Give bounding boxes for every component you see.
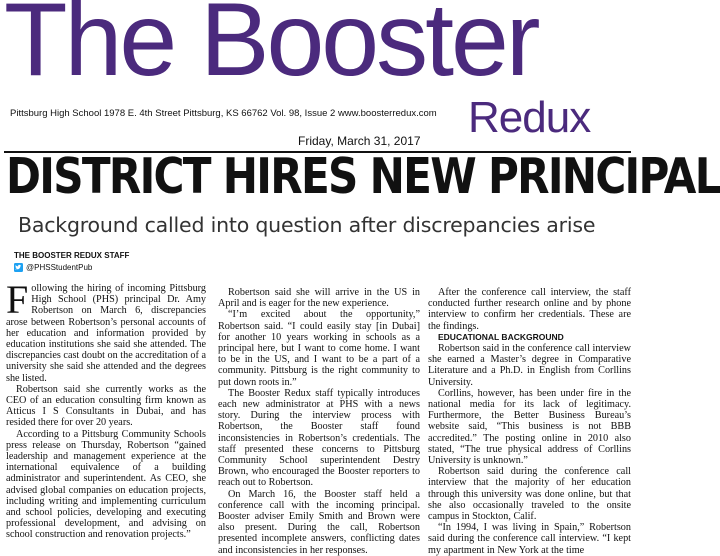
- paragraph: On March 16, the Booster staff held a conference call with the incoming principal. Booster adviser Emily Smith and Brown were also present. During the call, Robertson presented incomplete answers, conflicting dates and inconsistencies in her responses.: [218, 488, 420, 556]
- paragraph: According to a Pittsburg Community Schools press release on Thursday, Robertson “gained leadership and management experience at the international equivalence of a building administrator and superintendent. As CEO, she advised global companies on education projects, including writing and implementing curriculum and school policies, developing and executing professional development, and advising on school construction and renovation projects.”: [6, 428, 206, 541]
- article-deck: Background called into question after discrepancies arise: [18, 213, 596, 237]
- twitter-handle: @PHSStudentPub: [26, 263, 93, 272]
- issue-date: Friday, March 31, 2017: [298, 134, 421, 148]
- twitter-icon: [14, 263, 23, 272]
- paragraph: Corllins, however, has been under fire in the national media for its lack of legitimacy. Furthermore, the Better Business Bureau’s website said, “This business is not BBB accredited.” The posting online in 2010 also stated, “The true physical address of Corllins University is unknown.”: [428, 387, 631, 467]
- masthead: [0, 0, 635, 150]
- article-headline: DISTRICT HIRES NEW PRINCIPAL: [6, 148, 720, 205]
- paragraph: The Booster Redux staff typically introduces each new administrator at PHS with a news story. During the interview process with Robertson, the Booster staff found inconsistencies in Robertson’s credentials. The staff presented these concerns to Pittsburg Community School superintendent Destry Brown, who encouraged the Booster reporters to reach out to Robertson.: [218, 387, 420, 489]
- masthead-subtitle: Redux: [468, 93, 591, 142]
- paragraph: After the conference call interview, the staff conducted further research online and by phone interview to confirm her credentials. These are the findings.: [428, 287, 631, 332]
- masthead-info: Pittsburg High School 1978 E. 4th Street Pittsburg, KS 66762 Vol. 98, Issue 2 www.boosterredux.com: [10, 108, 437, 119]
- section-subhead: EDUCATIONAL BACKGROUND: [438, 331, 564, 342]
- article-column-1: [6, 277, 206, 541]
- byline: THE BOOSTER REDUX STAFF: [14, 251, 130, 260]
- twitter-credit: [14, 263, 92, 272]
- masthead-title: The Booster: [4, 0, 538, 98]
- paragraph: Robertson said in the conference call interview she earned a Master’s degree in Comparative Literature and a Ph.D. in English from Corllins University.: [428, 343, 631, 388]
- paragraph: Robertson said she will arrive in the US in April and is eager for the new experience.: [218, 287, 420, 310]
- paragraph: Robertson said during the conference call interview that the majority of her education through this university was done online, but that she also occasionally traveled to the onsite campus in Stockton, Calif.: [428, 466, 631, 523]
- paragraph: Robertson said she currently works as the CEO of an education consulting firm known as Atticus I S Consultants in Dubai, and has resided there for over 20 years.: [6, 383, 206, 429]
- paragraph: “In 1994, I was living in Spain,” Robertson said during the conference call interview. “I kept my apartment in New York at the time: [428, 522, 631, 556]
- article-column-3: [428, 287, 631, 556]
- paragraph: Following the hiring of incoming Pittsburg High School (PHS) principal Dr. Amy Robertson on March 6, discrepancies arose between Robertson’s personal accounts of her education and information provided by education institutions she said she attended. The discrepancies cast doubt on the accreditation of a university she said she attended and the degrees she listed.: [6, 277, 206, 384]
- drop-cap: F: [6, 277, 29, 322]
- article-column-2: [218, 287, 420, 556]
- paragraph: “I’m excited about the opportunity,” Robertson said. “I could easily stay [in Dubai] for another 10 years working in schools as a principal here, but I want to come home. I want to be in the US, and I want to be a part of a community. Pittsburg is the right community to put down roots in.”: [218, 309, 420, 388]
